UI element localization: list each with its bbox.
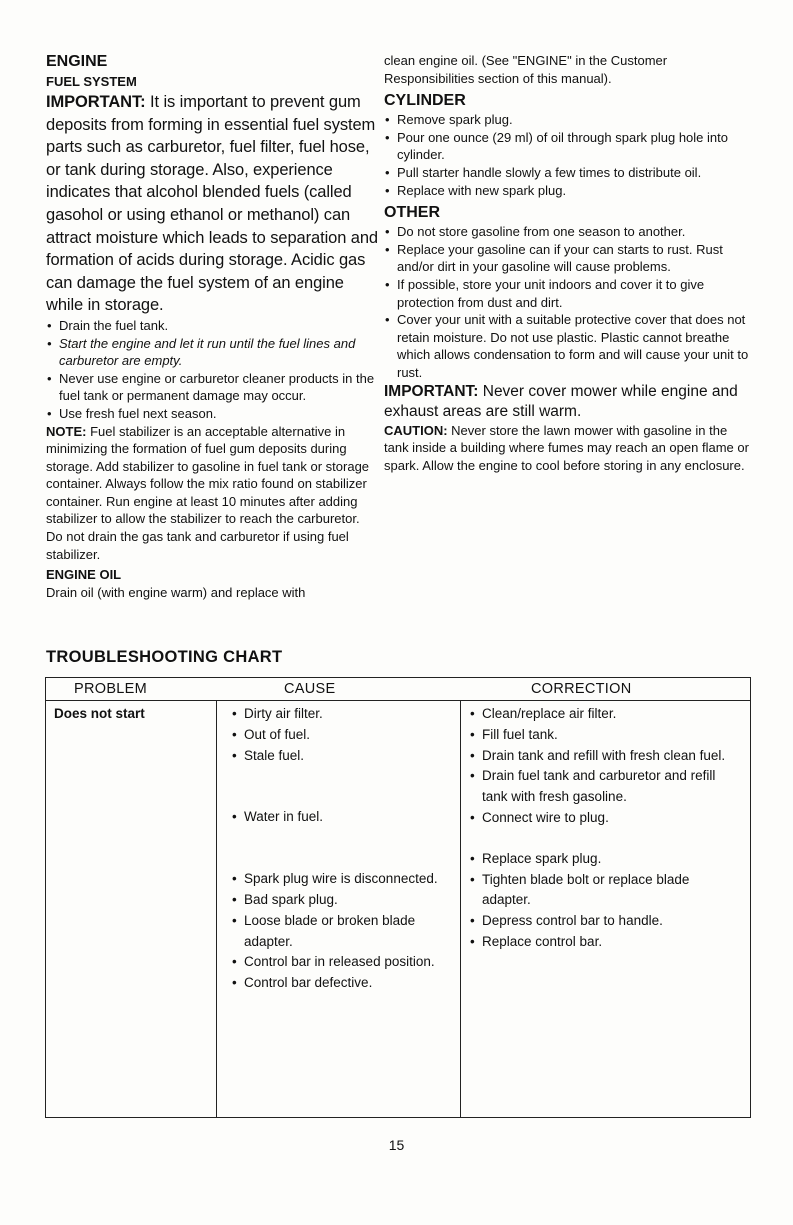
list-item: • Never use engine or carburetor cleaner products in the fuel tank or permanent damage may occur.	[46, 370, 378, 405]
left-column	[46, 52, 378, 602]
correction-item: • Depress control bar to handle.	[468, 911, 728, 932]
important-text: Never cover mower while engine and exhaust areas are still warm.	[384, 382, 738, 420]
cause-item: • Out of fuel.	[230, 725, 462, 746]
cause-item: • Control bar defective.	[230, 973, 462, 994]
engine-heading: ENGINE	[46, 53, 108, 70]
cause-item: • Bad spark plug.	[230, 890, 462, 911]
other-heading: OTHER	[384, 204, 440, 222]
cause-item: • Water in fuel.	[230, 807, 462, 828]
note-paragraph	[46, 423, 378, 564]
cylinder-heading: CYLINDER	[384, 92, 466, 110]
list-item: • Cover your unit with a suitable protective cover that does not retain moisture. Do not use plastic. Plastic cannot breathe which allows condensation to form and will cause your unit to rust.	[384, 311, 754, 381]
troubleshooting-table	[45, 677, 751, 1118]
engine-oil-continued: clean engine oil. (See "ENGINE" in the Customer Responsibilities section of this manual).	[384, 53, 668, 86]
caution-label: CAUTION:	[384, 422, 448, 438]
page-number: 15	[388, 1137, 405, 1153]
correction-item: • Drain fuel tank and carburetor and refill tank with fresh gasoline.	[468, 766, 728, 808]
cover-warning	[384, 382, 754, 422]
problem-header: PROBLEM	[74, 681, 148, 697]
caution-paragraph	[384, 422, 754, 475]
engine-oil-heading: ENGINE OIL	[46, 567, 122, 583]
note-label: NOTE:	[46, 423, 87, 439]
list-item: • Pour one ounce (29 ml) of oil through spark plug hole into cylinder.	[384, 129, 754, 164]
correction-header: CORRECTION	[531, 681, 632, 697]
cause-header: CAUSE	[284, 681, 336, 697]
note-text: Fuel stabilizer is an acceptable alternative in minimizing the formation of fuel gum deposits during storage. Add stabilizer to gasoline in fuel tank or storage container. Always follow the mix ratio found on stabilizer container. Run engine at least 10 minutes after adding stabilizer to allow the stabilizer to reach the carburetor. Do not drain the gas tank and carburetor if using fuel stabilizer.	[46, 423, 370, 562]
important-text: It is important to prevent gum deposits from forming in essential fuel system parts such as carburetor, fuel filter, fuel hose, or tank during storage. Also, experience indicates that alcohol blended fuels (called gasohol or using ethanol or methanol) can attract moisture which leads to separation and formation of acids during storage. Acidic gas can damage the fuel system of an engine while in storage.	[46, 93, 378, 315]
correction-item: • Replace spark plug.	[468, 849, 728, 870]
correction-item: • Tighten blade bolt or replace blade adapter.	[468, 870, 728, 912]
important-label: IMPORTANT:	[384, 382, 479, 400]
engine-oil-text: Drain oil (with engine warm) and replace with	[46, 585, 306, 601]
other-bullet-list	[384, 223, 754, 381]
correction-column	[468, 704, 728, 953]
problem-cell: Does not start	[54, 706, 145, 721]
fuel-system-heading: FUEL SYSTEM	[46, 74, 137, 89]
fuel-bullet-list	[46, 317, 378, 423]
important-label: IMPORTANT:	[46, 93, 146, 111]
list-item: • Remove spark plug.	[384, 111, 754, 129]
list-item: • Start the engine and let it run until the fuel lines and carburetor are empty.	[46, 335, 378, 370]
list-item: • Replace your gasoline can if your can starts to rust. Rust and/or dirt in your gasoline will cause problems.	[384, 241, 754, 276]
correction-item: • Replace control bar.	[468, 932, 728, 953]
list-item: • Pull starter handle slowly a few times to distribute oil.	[384, 164, 754, 182]
cause-column	[230, 704, 462, 994]
list-item: • If possible, store your unit indoors and cover it to give protection from dust and dirt.	[384, 276, 754, 311]
column-divider	[216, 701, 217, 1117]
correction-item: • Clean/replace air filter.	[468, 704, 728, 725]
cause-item: • Stale fuel.	[230, 746, 462, 767]
cause-item: • Control bar in released position.	[230, 952, 462, 973]
list-item: • Drain the fuel tank.	[46, 317, 378, 335]
correction-item: • Drain tank and refill with fresh clean fuel.	[468, 746, 728, 767]
table-header-row	[46, 678, 750, 701]
cylinder-bullet-list	[384, 111, 754, 199]
chart-title: TROUBLESHOOTING CHART	[46, 648, 283, 666]
cause-item: • Loose blade or broken blade adapter.	[230, 911, 462, 953]
right-column	[384, 52, 754, 474]
fuel-important-paragraph	[46, 91, 378, 317]
correction-item: • Fill fuel tank.	[468, 725, 728, 746]
list-item: • Replace with new spark plug.	[384, 182, 754, 200]
list-item: • Use fresh fuel next season.	[46, 405, 378, 423]
cause-item: • Dirty air filter.	[230, 704, 462, 725]
correction-item: • Connect wire to plug.	[468, 808, 728, 829]
cause-item: • Spark plug wire is disconnected.	[230, 869, 462, 890]
list-item: • Do not store gasoline from one season to another.	[384, 223, 754, 241]
caution-text: Never store the lawn mower with gasoline in the tank inside a building where fumes may reach an open flame or spark. Allow the engine to cool before storing in any enclosure.	[384, 422, 749, 473]
